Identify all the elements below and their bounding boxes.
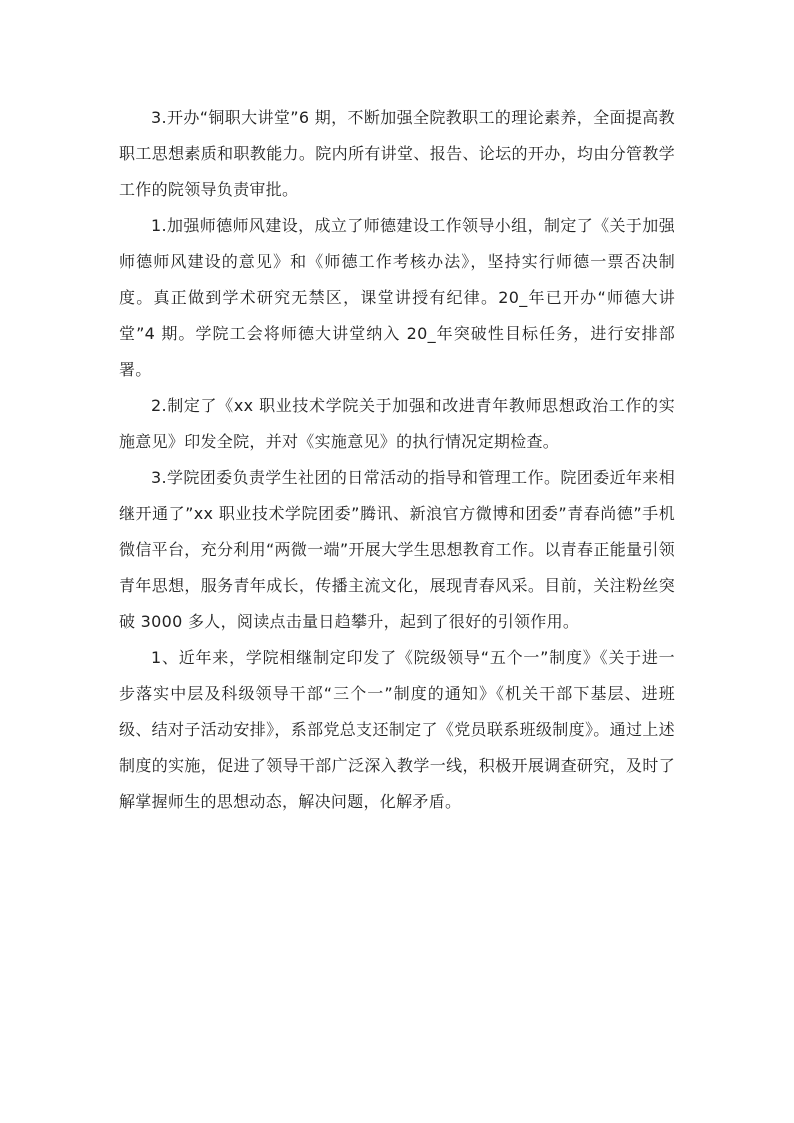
paragraph-lecture-hall: 3.开办“铜职大讲堂”6 期，不断加强全院教职工的理论素养，全面提高教职工思想素质和职教能力。院内所有讲堂、报告、论坛的开办，均由分管教学工作的院领导负责审批。 bbox=[119, 108, 675, 199]
paragraph-young-teachers: 2.制定了《xx 职业技术学院关于加强和改进青年教师思想政治工作的实施意见》印发全院，并对《实施意见》的执行情况定期检查。 bbox=[119, 396, 675, 451]
paragraph-leadership-system: 1、近年来，学院相继制定印发了《院级领导“五个一”制度》《关于进一步落实中层及科级领导干部“三个一”制度的通知》《机关干部下基层、进班级、结对子活动安排》，系部党总支还制定了《党员联系班级制度》。通过上述制度的实施，促进了领导干部广泛深入教学一线，积极开展调查研究，及时了解掌握师生的思想动态，解决问题，化解矛盾。 bbox=[119, 648, 675, 811]
paragraph-youth-league: 3.学院团委负责学生社团的日常活动的指导和管理工作。院团委近年来相继开通了”xx 职业技术学院团委”腾讯、新浪官方微博和团委”青春尚德”手机微信平台，充分利用“两微一端”开展大学生思想教育工作。以青春正能量引领青年思想，服务青年成长，传播主流文化，展现青春风采。目前，关注粉丝突破 3000 多人，阅读点击量日趋攀升，起到了很好的引领作用。 bbox=[119, 468, 675, 631]
document-body bbox=[119, 100, 675, 820]
paragraph-teacher-ethics: 1.加强师德师风建设，成立了师德建设工作领导小组，制定了《关于加强师德师风建设的意见》和《师德工作考核办法》，坚持实行师德一票否决制度。真正做到学术研究无禁区，课堂讲授有纪律。20_年已开办“师德大讲堂”4 期。学院工会将师德大讲堂纳入 20_年突破性目标任务，进行安排部署。 bbox=[119, 216, 675, 379]
